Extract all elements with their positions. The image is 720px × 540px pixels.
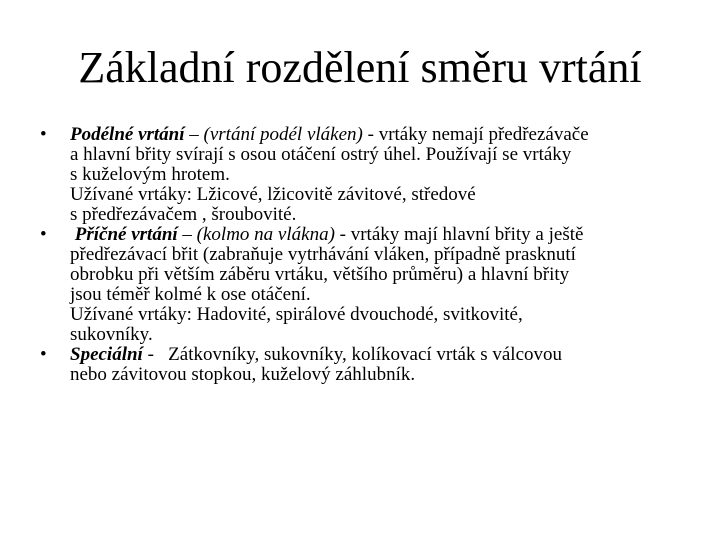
item-line: jsou téměř kolmé k ose otáčení.: [70, 284, 311, 305]
item-line: a hlavní břity svírají s osou otáčení ostrý úhel. Používají se vrtáky: [70, 144, 572, 165]
item-line: předřezávací břit (zabraňuje vytrhávání vláken, případně prasknutí: [70, 244, 576, 265]
item-line: [70, 125, 690, 145]
slide-title: Základní rozdělení směru vrtání: [78, 43, 642, 92]
list-item-specialni: [40, 345, 690, 385]
list-item-pricne: [40, 225, 690, 345]
item-line: s kuželovým hrotem.: [70, 164, 230, 185]
item-text: - vrtáky nemají předřezávače: [362, 124, 589, 145]
item-term: Speciální: [70, 344, 143, 365]
item-term: Podélné vrtání: [70, 124, 185, 145]
item-direction: – (vrtání podél vláken): [184, 124, 363, 145]
item-text: - Zátkovníky, sukovníky, kolíkovací vrták s válcovou: [142, 344, 563, 365]
bullet-list: [40, 125, 690, 385]
item-line: s předřezávačem , šroubovité.: [70, 204, 297, 225]
bullet-icon: •: [40, 224, 47, 245]
item-line: obrobku při větším záběru vrtáku, většího průměru) a hlavní břity: [70, 264, 570, 285]
item-line: [70, 225, 690, 245]
item-direction: – (kolmo na vlákna): [177, 224, 335, 245]
item-line: sukovníky.: [70, 324, 153, 345]
item-line: [70, 345, 690, 365]
item-term: Příčné vrtání: [74, 224, 178, 245]
item-text: - vrtáky mají hlavní břity a ještě: [334, 224, 584, 245]
list-item-podelne: [40, 125, 690, 225]
item-line: Užívané vrtáky: Hadovité, spirálové dvouchodé, svitkovité,: [70, 304, 523, 325]
bullet-icon: •: [40, 124, 47, 145]
item-line: Užívané vrtáky: Lžicové, lžicovitě závitové, středové: [70, 184, 476, 205]
item-line: nebo závitovou stopkou, kuželový záhlubník.: [70, 364, 416, 385]
bullet-icon: •: [40, 344, 47, 365]
